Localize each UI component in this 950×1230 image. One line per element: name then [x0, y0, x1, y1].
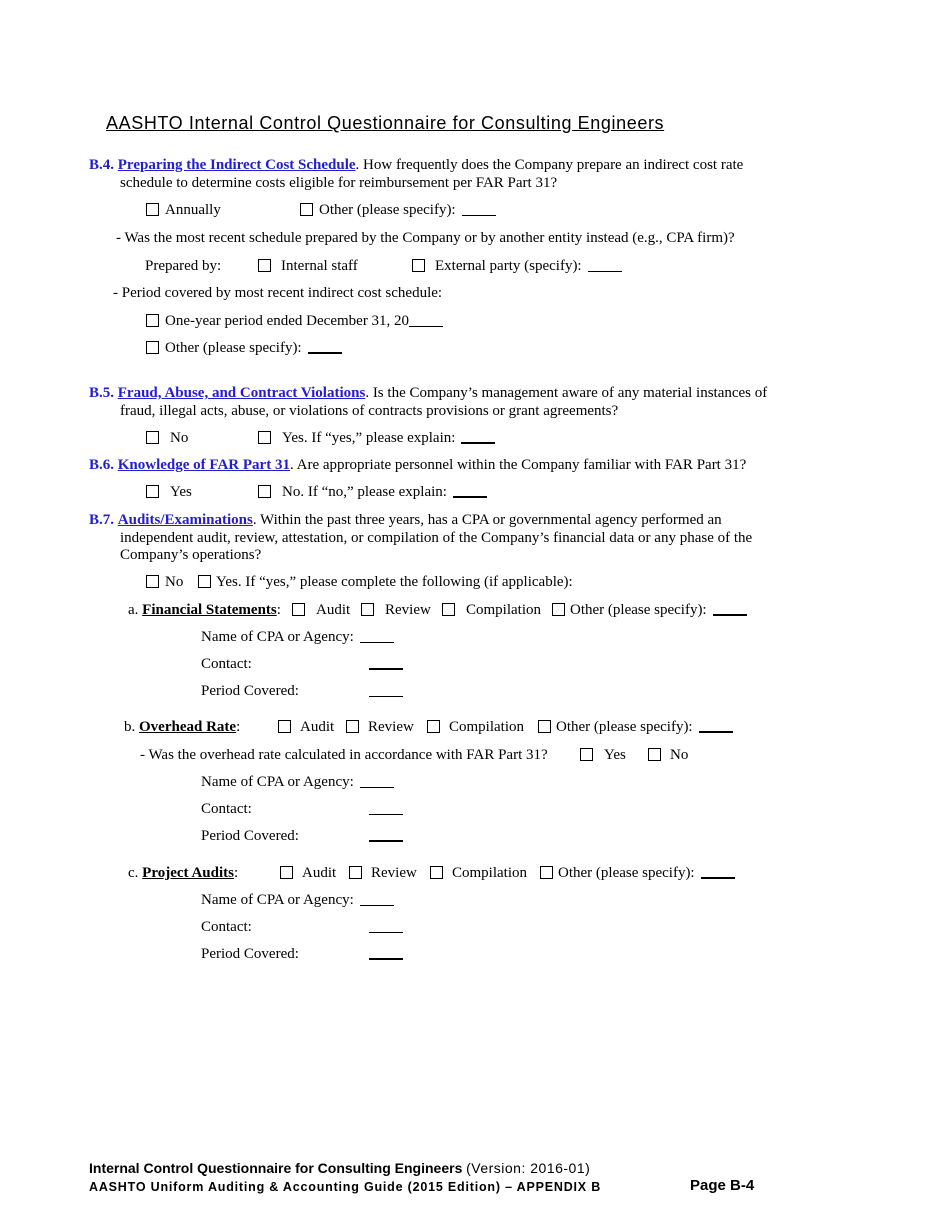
question-b4-line1 [89, 156, 743, 174]
answer-blank[interactable] [453, 495, 487, 498]
checkbox[interactable] [442, 603, 455, 616]
question-text: . Are appropriate personnel within the Company familiar with FAR Part 31? [289, 457, 747, 473]
option-other-period[interactable]: Other (please specify): [146, 339, 342, 357]
question-number: B.5. [89, 385, 115, 401]
subsection-project-audits: c. Project Audits: [128, 865, 239, 881]
answer-blank[interactable] [461, 441, 495, 444]
prepared-by-label: Prepared by: [145, 258, 222, 274]
checkbox[interactable] [580, 748, 593, 761]
question-number: B.6. [89, 457, 115, 473]
checkbox[interactable] [346, 720, 359, 733]
subsection-financial-statements: a. Financial Statements: [128, 602, 281, 618]
checkbox[interactable] [280, 866, 293, 879]
contact-blank[interactable] [369, 800, 403, 818]
footer-line2: AASHTO Uniform Auditing & Accounting Guide (2015 Edition) – APPENDIX B [89, 1180, 602, 1194]
question-text: . Within the past three years, has a CPA or governmental agency performed an [252, 512, 722, 528]
contact-label: Contact: [201, 801, 252, 817]
checkbox[interactable] [278, 720, 291, 733]
option-compilation[interactable]: Compilation [442, 601, 541, 619]
option-other[interactable]: Other (please specify): [538, 718, 733, 736]
option-no[interactable]: No [146, 429, 188, 447]
question-b6-line1 [89, 456, 746, 474]
answer-blank[interactable] [360, 786, 394, 788]
checkbox[interactable] [198, 575, 211, 588]
question-heading-link[interactable]: Preparing the Indirect Cost Schedule [117, 157, 356, 173]
answer-blank[interactable] [308, 351, 342, 354]
option-annually[interactable]: Annually [146, 201, 221, 219]
option-yes[interactable]: Yes [580, 746, 626, 764]
question-text: . How frequently does the Company prepare an indirect cost rate [355, 157, 744, 173]
option-external-party[interactable]: External party (specify): [412, 257, 622, 275]
answer-blank[interactable] [462, 214, 496, 216]
question-number: B.4. [89, 157, 115, 173]
subsection-label: Project Audits [142, 865, 234, 881]
option-one-year[interactable]: One-year period ended December 31, 20 [146, 312, 443, 330]
question-text: . Is the Company’s management aware of any material instances of [365, 385, 768, 401]
option-yes-explain[interactable]: Yes. If “yes,” please explain: [258, 429, 495, 447]
option-review[interactable]: Review [346, 718, 414, 736]
name-label: Name of CPA or Agency: [201, 628, 394, 646]
page-number: Page B-4 [690, 1177, 755, 1194]
checkbox[interactable] [430, 866, 443, 879]
checkbox[interactable] [540, 866, 553, 879]
checkbox[interactable] [552, 603, 565, 616]
footer-title: Internal Control Questionnaire for Consulting Engineers [89, 1160, 463, 1176]
footer-line1 [89, 1159, 590, 1178]
option-compilation[interactable]: Compilation [427, 718, 524, 736]
checkbox[interactable] [361, 603, 374, 616]
name-label: Name of CPA or Agency: [201, 773, 394, 791]
checkbox[interactable] [258, 485, 271, 498]
answer-blank[interactable] [701, 876, 735, 879]
checkbox[interactable] [258, 431, 271, 444]
option-yes[interactable]: Yes [146, 483, 192, 501]
question-b4-subq1: - Was the most recent schedule prepared by the Company or by another entity instead (e.g., CPA firm)? [116, 230, 735, 246]
question-b7-line3: Company’s operations? [120, 547, 262, 563]
answer-blank[interactable] [409, 325, 443, 327]
question-b5-line2: fraud, illegal acts, abuse, or violations of contracts provisions or grant agreements? [120, 403, 619, 419]
option-review[interactable]: Review [349, 864, 417, 882]
checkbox[interactable] [146, 341, 159, 354]
option-other[interactable]: Other (please specify): [540, 864, 735, 882]
checkbox[interactable] [349, 866, 362, 879]
page-title: AASHTO Internal Control Questionnaire for Consulting Engineers [106, 113, 665, 133]
option-internal-staff[interactable]: Internal staff [258, 257, 358, 275]
period-blank[interactable] [369, 682, 403, 700]
checkbox[interactable] [146, 203, 159, 216]
checkbox[interactable] [146, 485, 159, 498]
period-label: Period Covered: [201, 828, 299, 844]
period-label: Period Covered: [201, 683, 299, 699]
option-audit[interactable]: Audit [278, 718, 334, 736]
checkbox[interactable] [648, 748, 661, 761]
option-no[interactable]: No [146, 573, 183, 591]
period-blank[interactable] [369, 827, 403, 845]
subsection-label: Overhead Rate [139, 719, 237, 735]
option-audit[interactable]: Audit [292, 601, 350, 619]
checkbox[interactable] [300, 203, 313, 216]
checkbox[interactable] [427, 720, 440, 733]
answer-blank[interactable] [588, 270, 622, 272]
answer-blank[interactable] [713, 613, 747, 616]
checkbox[interactable] [146, 314, 159, 327]
overhead-far-question: - Was the overhead rate calculated in accordance with FAR Part 31? [140, 747, 548, 763]
option-other[interactable]: Other (please specify): [552, 601, 747, 619]
checkbox[interactable] [258, 259, 271, 272]
question-b7-line1 [89, 511, 722, 529]
period-label: Period Covered: [201, 946, 299, 962]
answer-blank[interactable] [699, 730, 733, 733]
option-no-explain[interactable]: No. If “no,” please explain: [258, 483, 487, 501]
checkbox[interactable] [292, 603, 305, 616]
checkbox[interactable] [146, 431, 159, 444]
question-heading-link[interactable]: Audits/Examinations [117, 512, 253, 528]
answer-blank[interactable] [360, 641, 394, 643]
contact-blank[interactable] [369, 918, 403, 936]
name-label: Name of CPA or Agency: [201, 891, 394, 909]
option-yes-complete[interactable]: Yes. If “yes,” please complete the following (if applicable): [198, 573, 573, 591]
option-review[interactable]: Review [361, 601, 431, 619]
option-other[interactable]: Other (please specify): [300, 201, 496, 219]
checkbox[interactable] [412, 259, 425, 272]
answer-blank[interactable] [360, 904, 394, 906]
question-b4-line2: schedule to determine costs eligible for reimbursement per FAR Part 31? [120, 175, 558, 191]
option-compilation[interactable]: Compilation [430, 864, 527, 882]
option-no[interactable]: No [648, 746, 688, 764]
option-audit[interactable]: Audit [280, 864, 336, 882]
contact-label: Contact: [201, 919, 252, 935]
question-b5-line1 [89, 384, 767, 402]
checkbox[interactable] [538, 720, 551, 733]
subsection-label: Financial Statements [142, 602, 277, 618]
footer-version: (Version: 2016-01) [466, 1160, 591, 1176]
question-b4-subq2: - Period covered by most recent indirect cost schedule: [113, 285, 443, 301]
contact-blank[interactable] [369, 655, 403, 673]
checkbox[interactable] [146, 575, 159, 588]
period-blank[interactable] [369, 945, 403, 963]
question-number: B.7. [89, 512, 115, 528]
question-b7-line2: independent audit, review, attestation, or compilation of the Company’s financial data or any phase of the [120, 530, 753, 546]
contact-label: Contact: [201, 656, 252, 672]
subsection-overhead-rate: b. Overhead Rate: [124, 719, 241, 735]
question-heading-link[interactable]: Knowledge of FAR Part 31 [117, 457, 290, 473]
question-heading-link[interactable]: Fraud, Abuse, and Contract Violations [117, 385, 366, 401]
